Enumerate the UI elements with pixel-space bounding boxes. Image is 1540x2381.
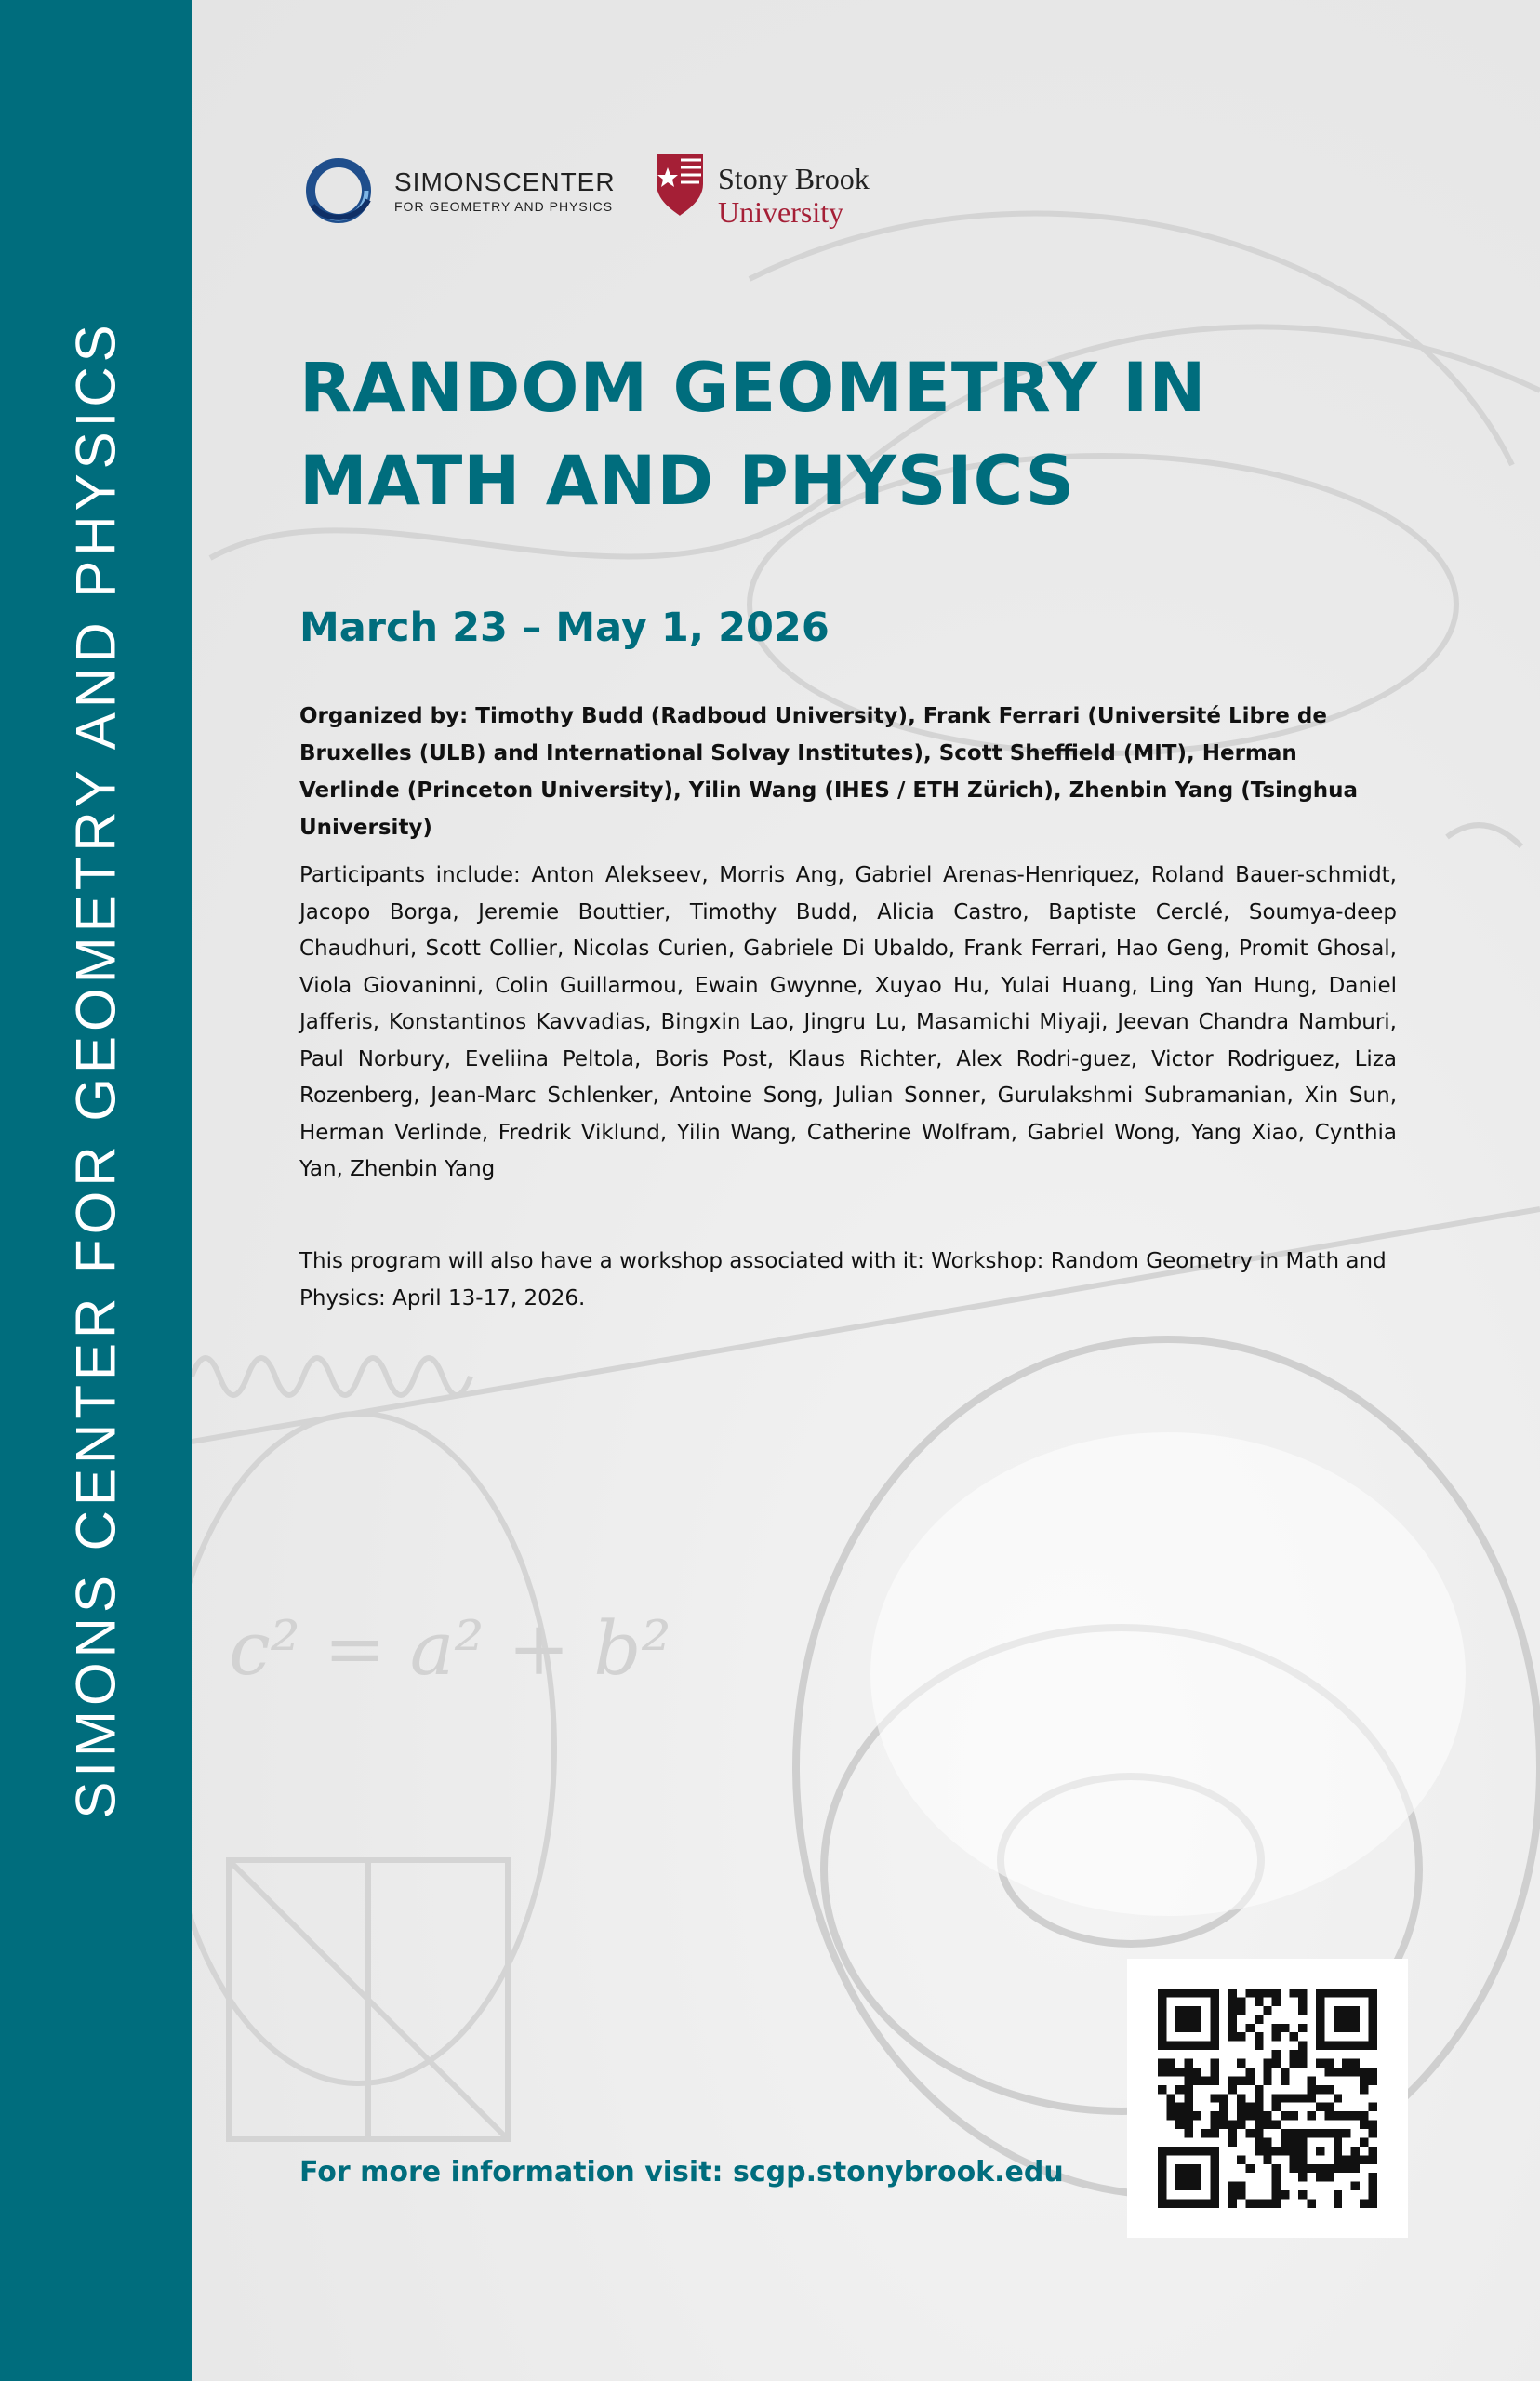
background-formula: c² = a² + b² bbox=[229, 1605, 671, 1692]
simons-center-name: SIMONSCENTER bbox=[394, 167, 616, 196]
workshop-text: This program will also have a workshop associated with it: Workshop: Random Geometry in Math and Physics: April 13-17, 2026. bbox=[299, 1249, 1387, 1310]
sidebar bbox=[0, 0, 192, 2381]
simons-center-subtitle: FOR GEOMETRY AND PHYSICS bbox=[394, 199, 614, 214]
stony-brook-logo bbox=[653, 149, 895, 242]
program-title: RANDOM GEOMETRY IN MATH AND PHYSICS bbox=[299, 349, 1207, 521]
simons-center-mark-icon bbox=[299, 153, 374, 228]
qr-code-icon bbox=[1158, 1989, 1377, 2208]
organizers-text: Organized by: Timothy Budd (Radboud University), Frank Ferrari (Université Libre de Bruxelles (ULB) and International Solvay Institutes), Scott Sheffield (MIT), Herman Verlinde (Princeton University), Yilin Wang (IHES / ETH Zürich), Zhenbin Yang (Tsinghua University) bbox=[299, 704, 1359, 840]
participants-text: Participants include: Anton Alekseev, Morris Ang, Gabriel Arenas-Henriquez, Roland Bauer-schmidt, Jacopo Borga, Jeremie Bouttier, Timothy Budd, Alicia Castro, Baptiste Cerclé, Soumya-deep Chaudhuri, Scott Collier, Nicolas Curien, Gabriele Di Ubaldo, Frank Ferrari, Hao Geng, Promit Ghosal, Viola Giovaninni, Colin Guillarmou, Ewain Gwynne, Xuyao Hu, Yulai Huang, Ling Yan Hung, Daniel Jafferis, Konstantinos Kavvadias, Bingxin Lao, Jingru Lu, Masamichi Miyaji, Jeevan Chandra Namburi, Paul Norbury, Eveliina Peltola, Boris Post, Klaus Richter, Alex Rodri-guez, Victor Rodriguez, Liza Rozenberg, Jean-Marc Schlenker, Antoine Song, Julian Sonner, Gurulakshmi Subramanian, Xin Sun, Herman Verlinde, Fredrik Viklund, Yilin Wang, Catherine Wolfram, Gabriel Wong, Yang Xiao, Cynthia Yan, Zhenbin Yang bbox=[299, 863, 1397, 1181]
stony-brook-university: University bbox=[718, 195, 844, 229]
stony-brook-name: Stony Brook bbox=[718, 162, 870, 195]
more-info-link[interactable]: For more information visit: scgp.stonybrook.edu bbox=[299, 2156, 1064, 2188]
simons-center-logo bbox=[299, 149, 616, 233]
qr-code[interactable] bbox=[1127, 1959, 1408, 2238]
sidebar-vertical-title: SIMONS CENTER FOR GEOMETRY AND PHYSICS bbox=[64, 320, 127, 1819]
stony-brook-shield-icon bbox=[653, 151, 707, 218]
program-dates: March 23 – May 1, 2026 bbox=[299, 605, 830, 651]
